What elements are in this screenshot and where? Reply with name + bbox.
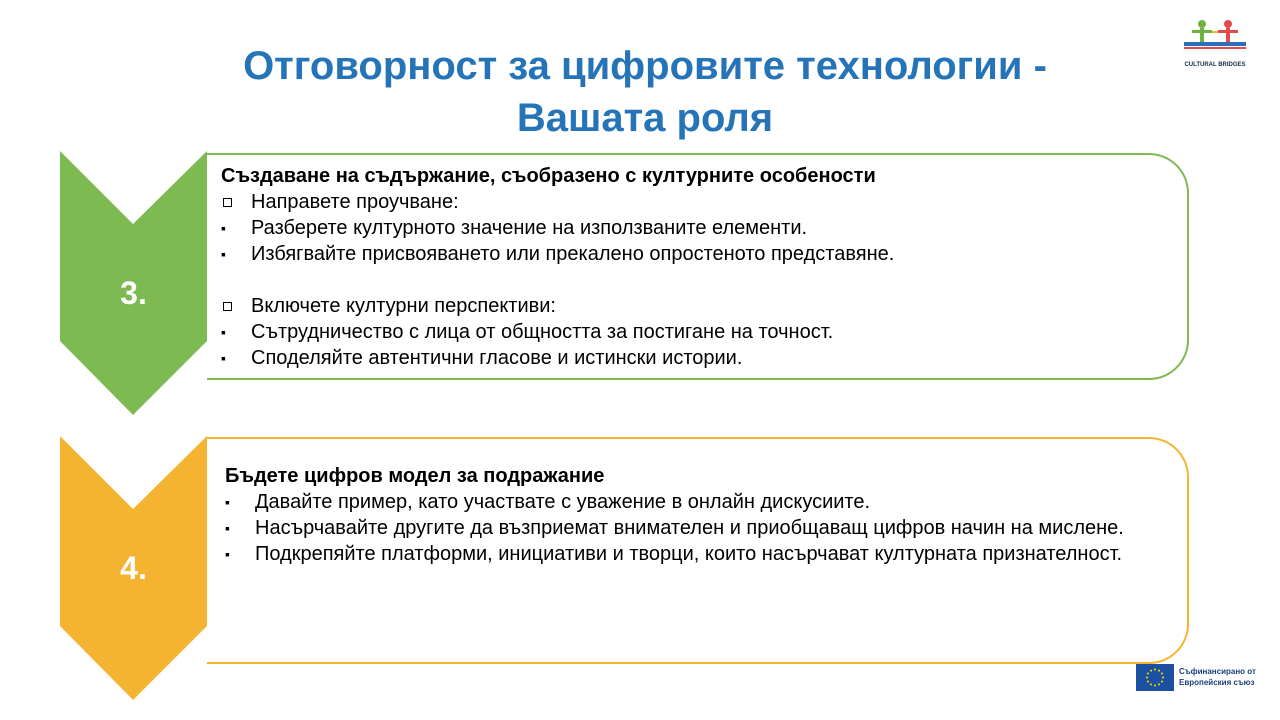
eu-cofunded-text: Съфинансирано от Европейския съюз [1179,667,1256,687]
square-bullet-icon: ▪ [221,246,226,262]
bullet-list-item: ▪ Подкрепяйте платформи, инициативи и творци, които насърчават културната признателност. [225,543,1123,565]
logo-text: CULTURAL BRIDGES [1184,62,1246,68]
bullet-list-item: ▪ Сътрудничество с лица от общността за постигане на точност. [221,321,834,343]
checkbox-bullet-icon [221,293,251,319]
step-4-arrow [60,436,207,700]
section-4-heading: Бъдете цифров модел за подражание [225,465,605,487]
section-4-box [207,437,1189,664]
title-line-1: Отговорност за цифровите технологии - [243,44,1047,88]
title-line-2: Вашата роля [516,96,774,140]
bullet-list-item: ▪ Насърчавайте другите да възприемат внимателен и приобщаващ цифров начин на мислене. [225,517,1124,539]
square-bullet-icon: ▪ [225,494,230,510]
step-3-number: 3. [120,275,147,311]
bullet-list-item: ▪ Споделяйте автентични гласове и истински истории. [221,347,743,369]
square-bullet-icon: ▪ [225,520,230,536]
bridge-people-icon [1172,16,1258,62]
eu-cofunded-badge [1136,664,1266,692]
square-bullet-icon: ▪ [221,324,226,340]
step-3-arrow [60,151,207,415]
square-bullet-icon: ▪ [221,350,226,366]
square-bullet-icon: ▪ [221,220,226,236]
eu-flag-icon [1136,664,1174,691]
step-4-number: 4. [120,550,147,586]
checkbox-list-item: Направете проучване: [221,189,1167,215]
checkbox-list-item: Включете културни перспективи: [221,293,1167,319]
section-3-heading: Създаване на съдържание, съобразено с културните особености [221,165,876,187]
square-bullet-icon: ▪ [225,546,230,562]
page-title [160,40,1130,144]
bullet-list-item: ▪ Избягвайте присвояването или прекалено опростеното представяне. [221,243,895,265]
section-3-box [207,153,1189,380]
checkbox-bullet-icon [221,189,251,215]
bullet-list-item: ▪ Разберете културното значение на използваните елементи. [221,217,808,239]
cultural-bridges-logo [1172,16,1258,76]
bullet-list-item: ▪ Давайте пример, като участвате с уважение в онлайн дискусиите. [225,491,871,513]
